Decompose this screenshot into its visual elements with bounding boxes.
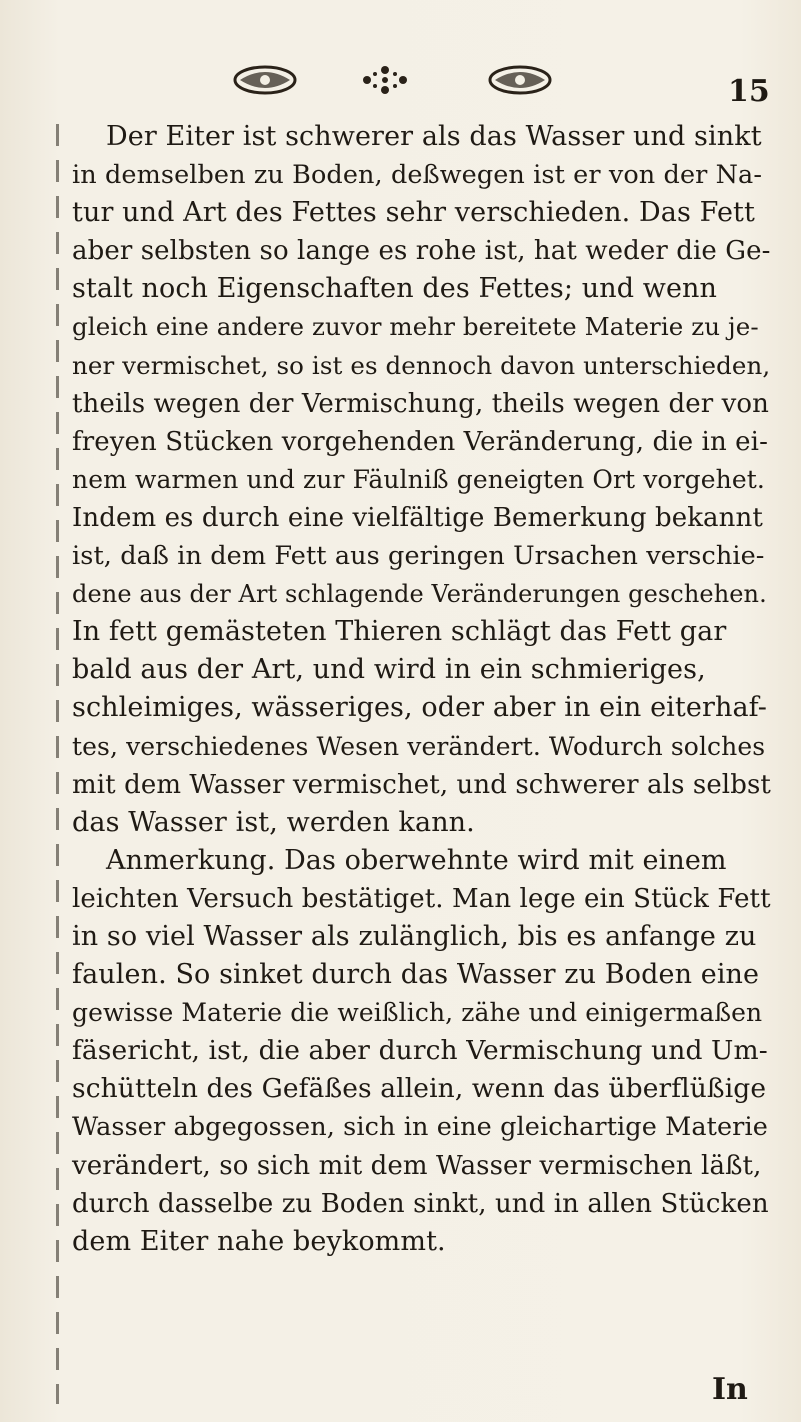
text-line: dem Eiter nahe beykommt. [72, 1225, 446, 1257]
text-line: bald aus der Art, und wird in ein schmieriges, [72, 654, 706, 686]
text-line: faulen. So sinket durch das Wasser zu Boden eine [72, 959, 760, 991]
text-line: in demselben zu Boden, deßwegen ist er von der Na- [72, 160, 763, 191]
ornament-center-icon [355, 62, 415, 98]
text-line: nem warmen und zur Fäulniß geneigten Ort vorgehet. [72, 464, 765, 494]
text-line: in so viel Wasser als zulänglich, bis es anfange zu [72, 920, 757, 952]
text-line: Der Eiter ist schwerer als das Wasser und sinkt [106, 121, 762, 152]
text-line: verändert, so sich mit dem Wasser vermischen läßt, [72, 1150, 762, 1181]
paragraph-note [72, 842, 772, 1261]
text-line: das Wasser ist, werden kann. [72, 806, 475, 838]
text-line: freyen Stücken vorgehenden Veränderung, die in ei- [72, 426, 768, 457]
text-line: schütteln des Gefäßes allein, wenn das überflüßige [72, 1073, 767, 1105]
text-line: stalt noch Eigenschaften des Fettes; und wenn [72, 273, 718, 305]
text-line: Indem es durch eine vielfältige Bemerkung bekannt [72, 502, 763, 533]
text-line: In fett gemästeten Thieren schlägt das Fett gar [72, 616, 727, 648]
text-line: theils wegen der Vermischung, theils wegen der von [72, 388, 770, 419]
text-line: ist, daß in dem Fett aus geringen Ursachen verschie- [72, 541, 765, 572]
text-line: mit dem Wasser vermischet, und schwerer als selbst [72, 769, 771, 800]
text-line: ner vermischet, so ist es dennoch davon unterschieden, [72, 350, 771, 380]
text-line: aber selbsten so lange es rohe ist, hat weder die Ge- [72, 236, 771, 267]
paragraph-main [72, 118, 772, 842]
body-text [72, 118, 772, 1261]
page-number: 15 [728, 74, 770, 109]
page-header [230, 62, 680, 102]
catchword: In [712, 1372, 748, 1407]
ornament-right-icon [485, 62, 555, 98]
text-line: Anmerkung. Das oberwehnte wird mit einem [106, 844, 727, 876]
text-line: leichten Versuch bestätiget. Man lege ein Stück Fett [72, 883, 771, 914]
text-line: gewisse Materie die weißlich, zähe und einigermaßen [72, 998, 763, 1028]
text-line: gleich eine andere zuvor mehr bereitete Materie zu je- [72, 312, 759, 342]
text-line: fäsericht, ist, die aber durch Vermischung und Um- [72, 1035, 768, 1067]
ornament-left-icon [230, 62, 300, 98]
text-line: tes, verschiedenes Wesen verändert. Wodurch solches [72, 731, 766, 761]
text-line: Wasser abgegossen, sich in eine gleichartige Materie [72, 1112, 768, 1143]
text-line: durch dasselbe zu Boden sinkt, und in allen Stücken [72, 1188, 769, 1219]
text-line: dene aus der Art schlagende Veränderungen geschehen. [72, 580, 767, 609]
text-line: tur und Art des Fettes sehr verschieden. Das Fett [72, 197, 755, 229]
text-line: schleimiges, wässeriges, oder aber in ein eiterhaf- [72, 692, 767, 724]
binding-edge [56, 124, 59, 1404]
